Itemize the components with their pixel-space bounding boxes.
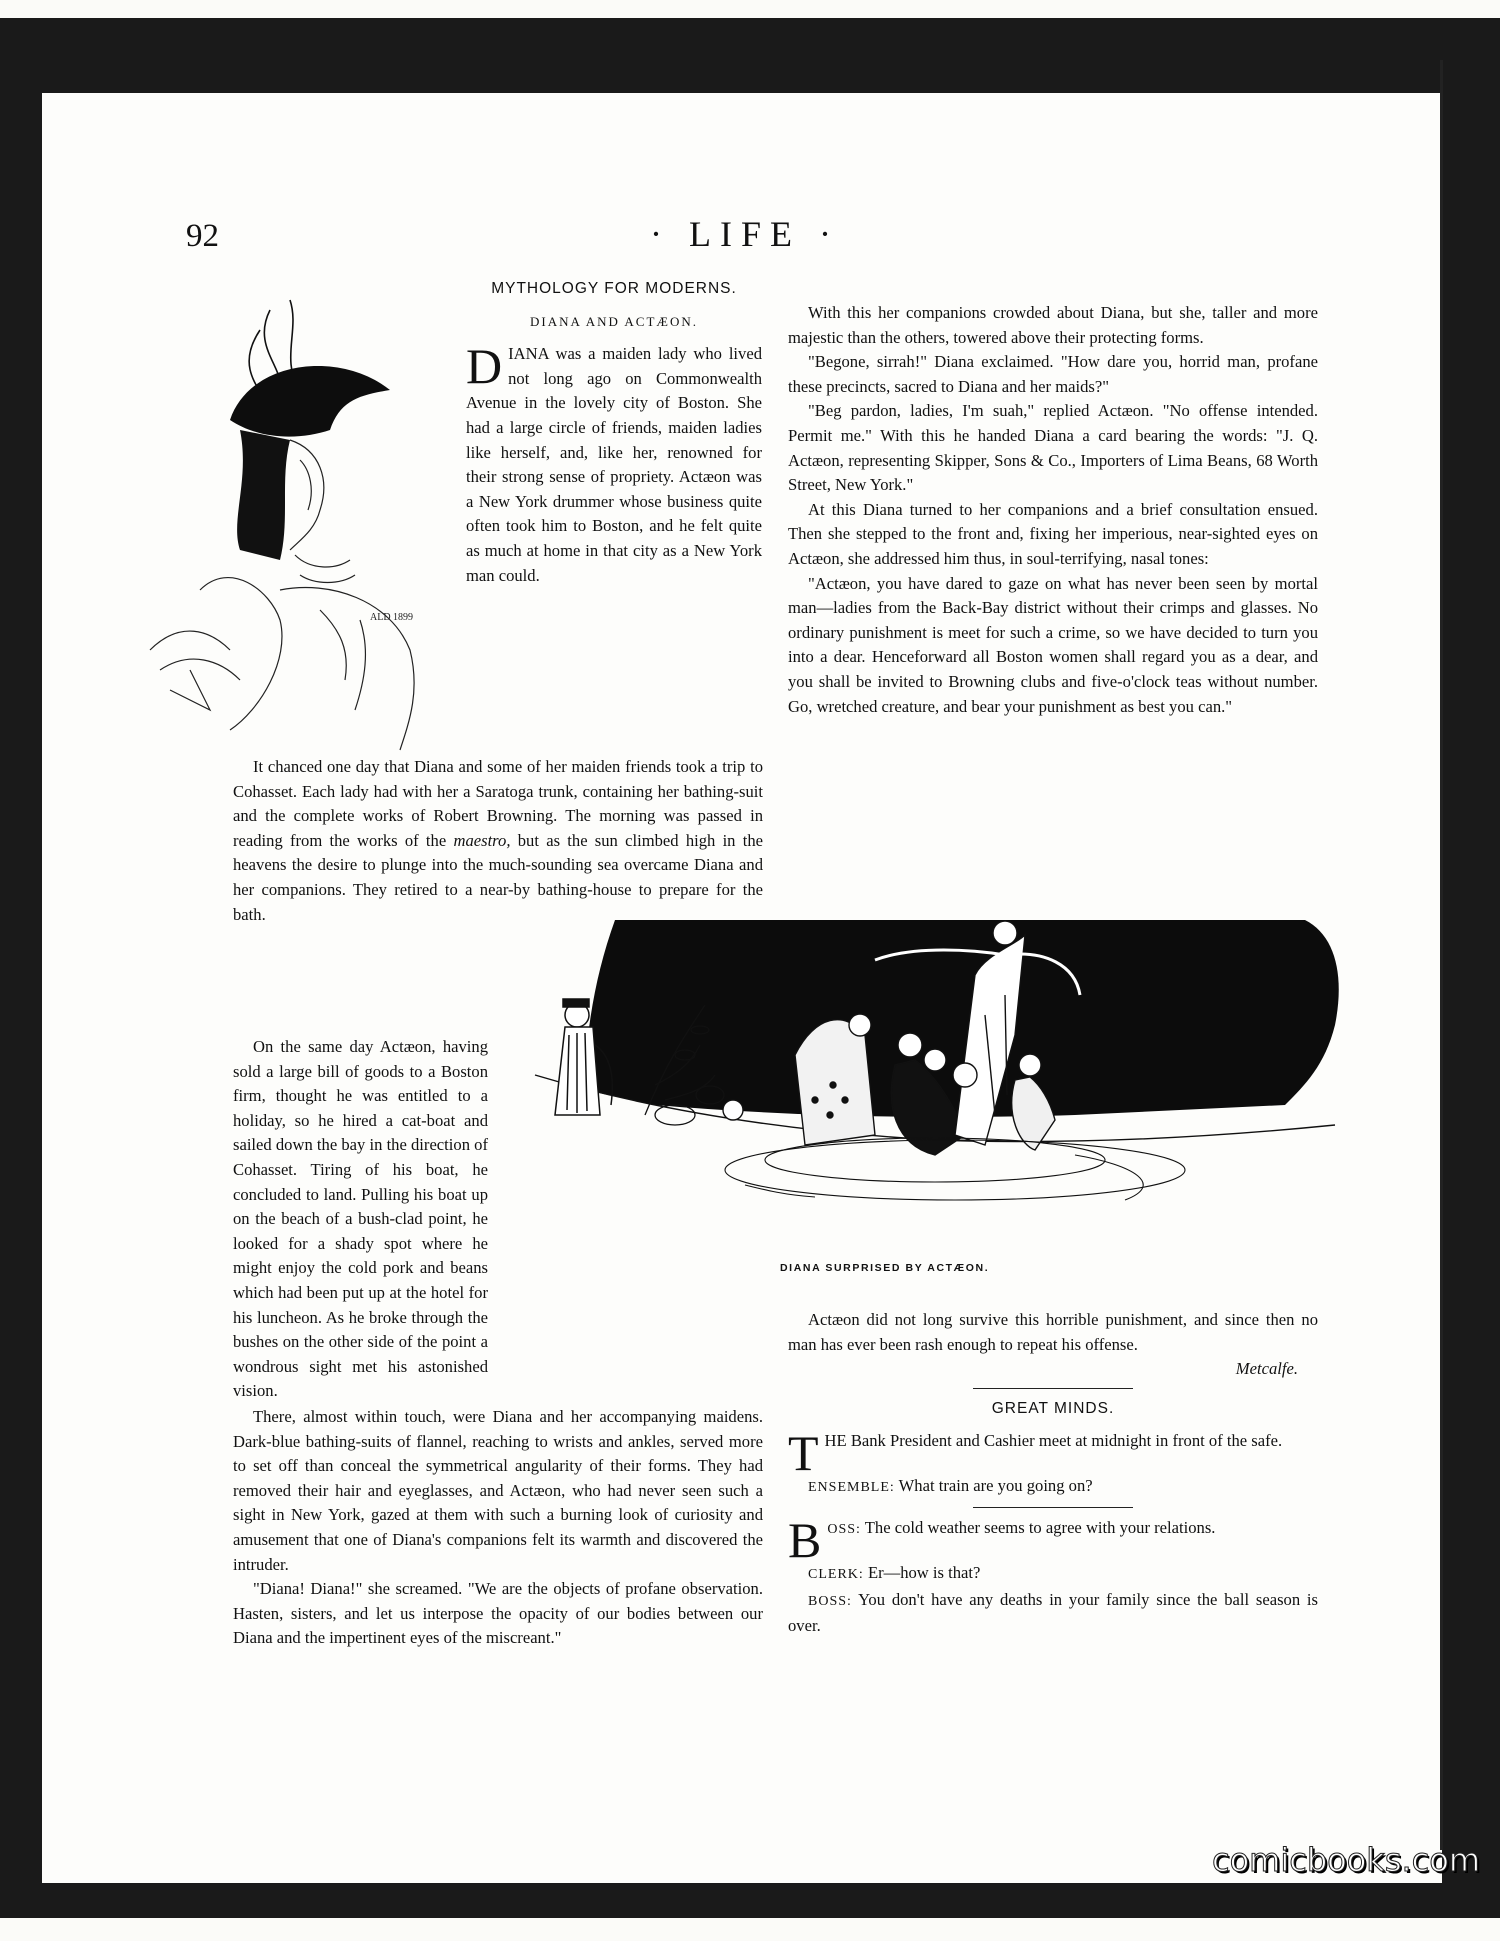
article-paragraph-5: "Diana! Diana!" she screamed. "We are the objects of profane observation. Hasten, sisters, and let us interpose the opacity of our bodies between our Diana and the impertinent eyes of the miscreant."	[233, 1579, 763, 1648]
article-paragraph-7: "Begone, sirrah!" Diana exclaimed. "How dare you, horrid man, profane these precincts, sacred to Diana and her maids?"	[788, 352, 1318, 396]
clerk-text: Er—how is that?	[867, 1562, 981, 1582]
article-paragraph-2-rest: but as the sun climbed high in the heavens the desire to plunge into the much-sounding sea overcame Diana and her companions. They retired to a near-by bathing-house to prepare for the bath.	[233, 830, 763, 924]
article-subheading: DIANA AND ACTÆON.	[530, 313, 698, 329]
water-ripples	[725, 1138, 1185, 1200]
drop-cap-d: D	[466, 338, 503, 395]
illustration-diana-surprised	[515, 915, 1405, 1260]
boss-label-2: BOSS:	[808, 1593, 852, 1609]
article-paragraph-9: At this Diana turned to her companions and a brief consultation ensued. Then she stepped to the front and, fixing her imperious, near-sighted eyes on Actæon, she addressed him thus, in soul-terrifying, nasal tones:	[788, 499, 1318, 568]
drop-cap-b: B	[788, 1511, 822, 1568]
article-paragraph-4: There, almost within touch, were Diana and her accompanying maidens. Dark-blue bathing-suits of flannel, reaching to wrists and ankles, served more to set off than conceal the symmetrical angularity of their forms. They had removed their hair and eyeglasses, and Actæon, who had never seen such a sight in New York, gazed at them with such a burning look of curiosity and amusement that one of Diana's companions felt its warmth and discovered the intruder.	[233, 1407, 763, 1574]
article-column-right-bottom	[788, 1308, 1318, 1639]
illustration-caption: DIANA SURPRISED BY ACTÆON.	[780, 1262, 990, 1274]
clerk-label: CLERK:	[808, 1566, 864, 1582]
article-column-left-bottom	[233, 1405, 763, 1651]
article-paragraph-10: "Actæon, you have dared to gaze on what has never been seen by mortal man—ladies from the Back-Bay district without their crimps and glasses. No ordinary punishment is meet for such a crime, so we have decided to turn you into a dear. Henceforward all Boston women shall regard you as a dear, and you shall be invited to Browning clubs and five-o'clock teas without number. Go, wretched creature, and bear your punishment as best you can."	[788, 573, 1318, 716]
article-column-right-top	[788, 301, 1318, 719]
article-paragraph-2: It chanced one day that Diana and some of her maiden friends took a trip to Cohasset. Each lady had with her a Saratoga trunk, containing her bathing-suit and the complete works of Robert Browning. The morning was passed in reading from the works of the	[233, 757, 763, 850]
artist-signature: ALD 1899	[370, 612, 414, 623]
drop-cap-t: T	[788, 1425, 819, 1482]
article-paragraph-2-block	[233, 755, 763, 927]
page-number: 92	[186, 218, 219, 254]
article-column-left-narrow	[233, 1035, 488, 1404]
article-paragraph-8: "Beg pardon, ladies, I'm suah," replied Actæon. "No offense intended. Permit me." With this he handed Diana a card bearing the words: "J. Q. Actæon, representing Skipper, Sons & Co., Importers of Lima Beans, 68 Worth Street, New York."	[788, 401, 1318, 495]
binder-edge	[1440, 60, 1443, 1850]
boss-text-2: You don't have any deaths in your family since the ball season is over.	[788, 1589, 1318, 1636]
ensemble-label: ENSEMBLE:	[808, 1480, 895, 1496]
masthead: · LIFE ·	[650, 214, 840, 254]
ensemble-text: What train are you going on?	[898, 1476, 1093, 1496]
author-signature: Metcalfe.	[1235, 1359, 1298, 1379]
divider-rule	[973, 1388, 1133, 1389]
article-column-left-top	[466, 277, 762, 588]
article-paragraph-3: On the same day Actæon, having sold a large bill of goods to a Boston firm, thought he was entitled to a holiday, so he hired a cat-boat and sailed down the bay in the direction of Cohasset. Tiring of his boat, he concluded to land. Pulling his boat up on the beach of a bush-clad point, he looked for a shady spot where he might enjoy the cold pork and beans which had been put up at the hotel for his luncheon. As he broke through the bushes on the other side of the point a wondrous sight met his astonished vision.	[233, 1037, 488, 1401]
site-watermark: comicbooks.com	[1211, 1841, 1480, 1879]
article-paragraph-11: Actæon did not long survive this horrible punishment, and since then no man has ever been rash enough to repeat his offense.	[788, 1310, 1318, 1354]
article-heading: MYTHOLOGY FOR MODERNS.	[491, 280, 737, 297]
maestro-italic: maestro,	[453, 830, 511, 850]
divider-rule-2	[973, 1507, 1133, 1508]
great-minds-heading: GREAT MINDS.	[991, 1399, 1115, 1417]
illustration-woman-in-hat	[140, 290, 470, 760]
great-minds-line: HE Bank President and Cashier meet at midnight in front of the safe.	[824, 1431, 1283, 1451]
article-paragraph-6: With this her companions crowded about Diana, but she, taller and more majestic than the others, towered above their protecting forms.	[788, 303, 1318, 347]
tricorn-hat	[230, 366, 390, 437]
article-paragraph-1: IANA was a maiden lady who lived not long ago on Commonwealth Avenue in the lovely city of Boston. She had a large circle of friends, maiden ladies like herself, and, like her, renowned for their strong sense of propriety. Actæon was a New York drummer whose business quite often took him to Boston, and he felt quite as much at home in that city as a New York man could.	[466, 344, 762, 585]
boss-label-1: OSS:	[827, 1521, 861, 1537]
scan-bottom-margin	[0, 1918, 1500, 1941]
scan-top-margin	[0, 0, 1500, 18]
boss-text-1: The cold weather seems to agree with your relations.	[864, 1517, 1216, 1537]
